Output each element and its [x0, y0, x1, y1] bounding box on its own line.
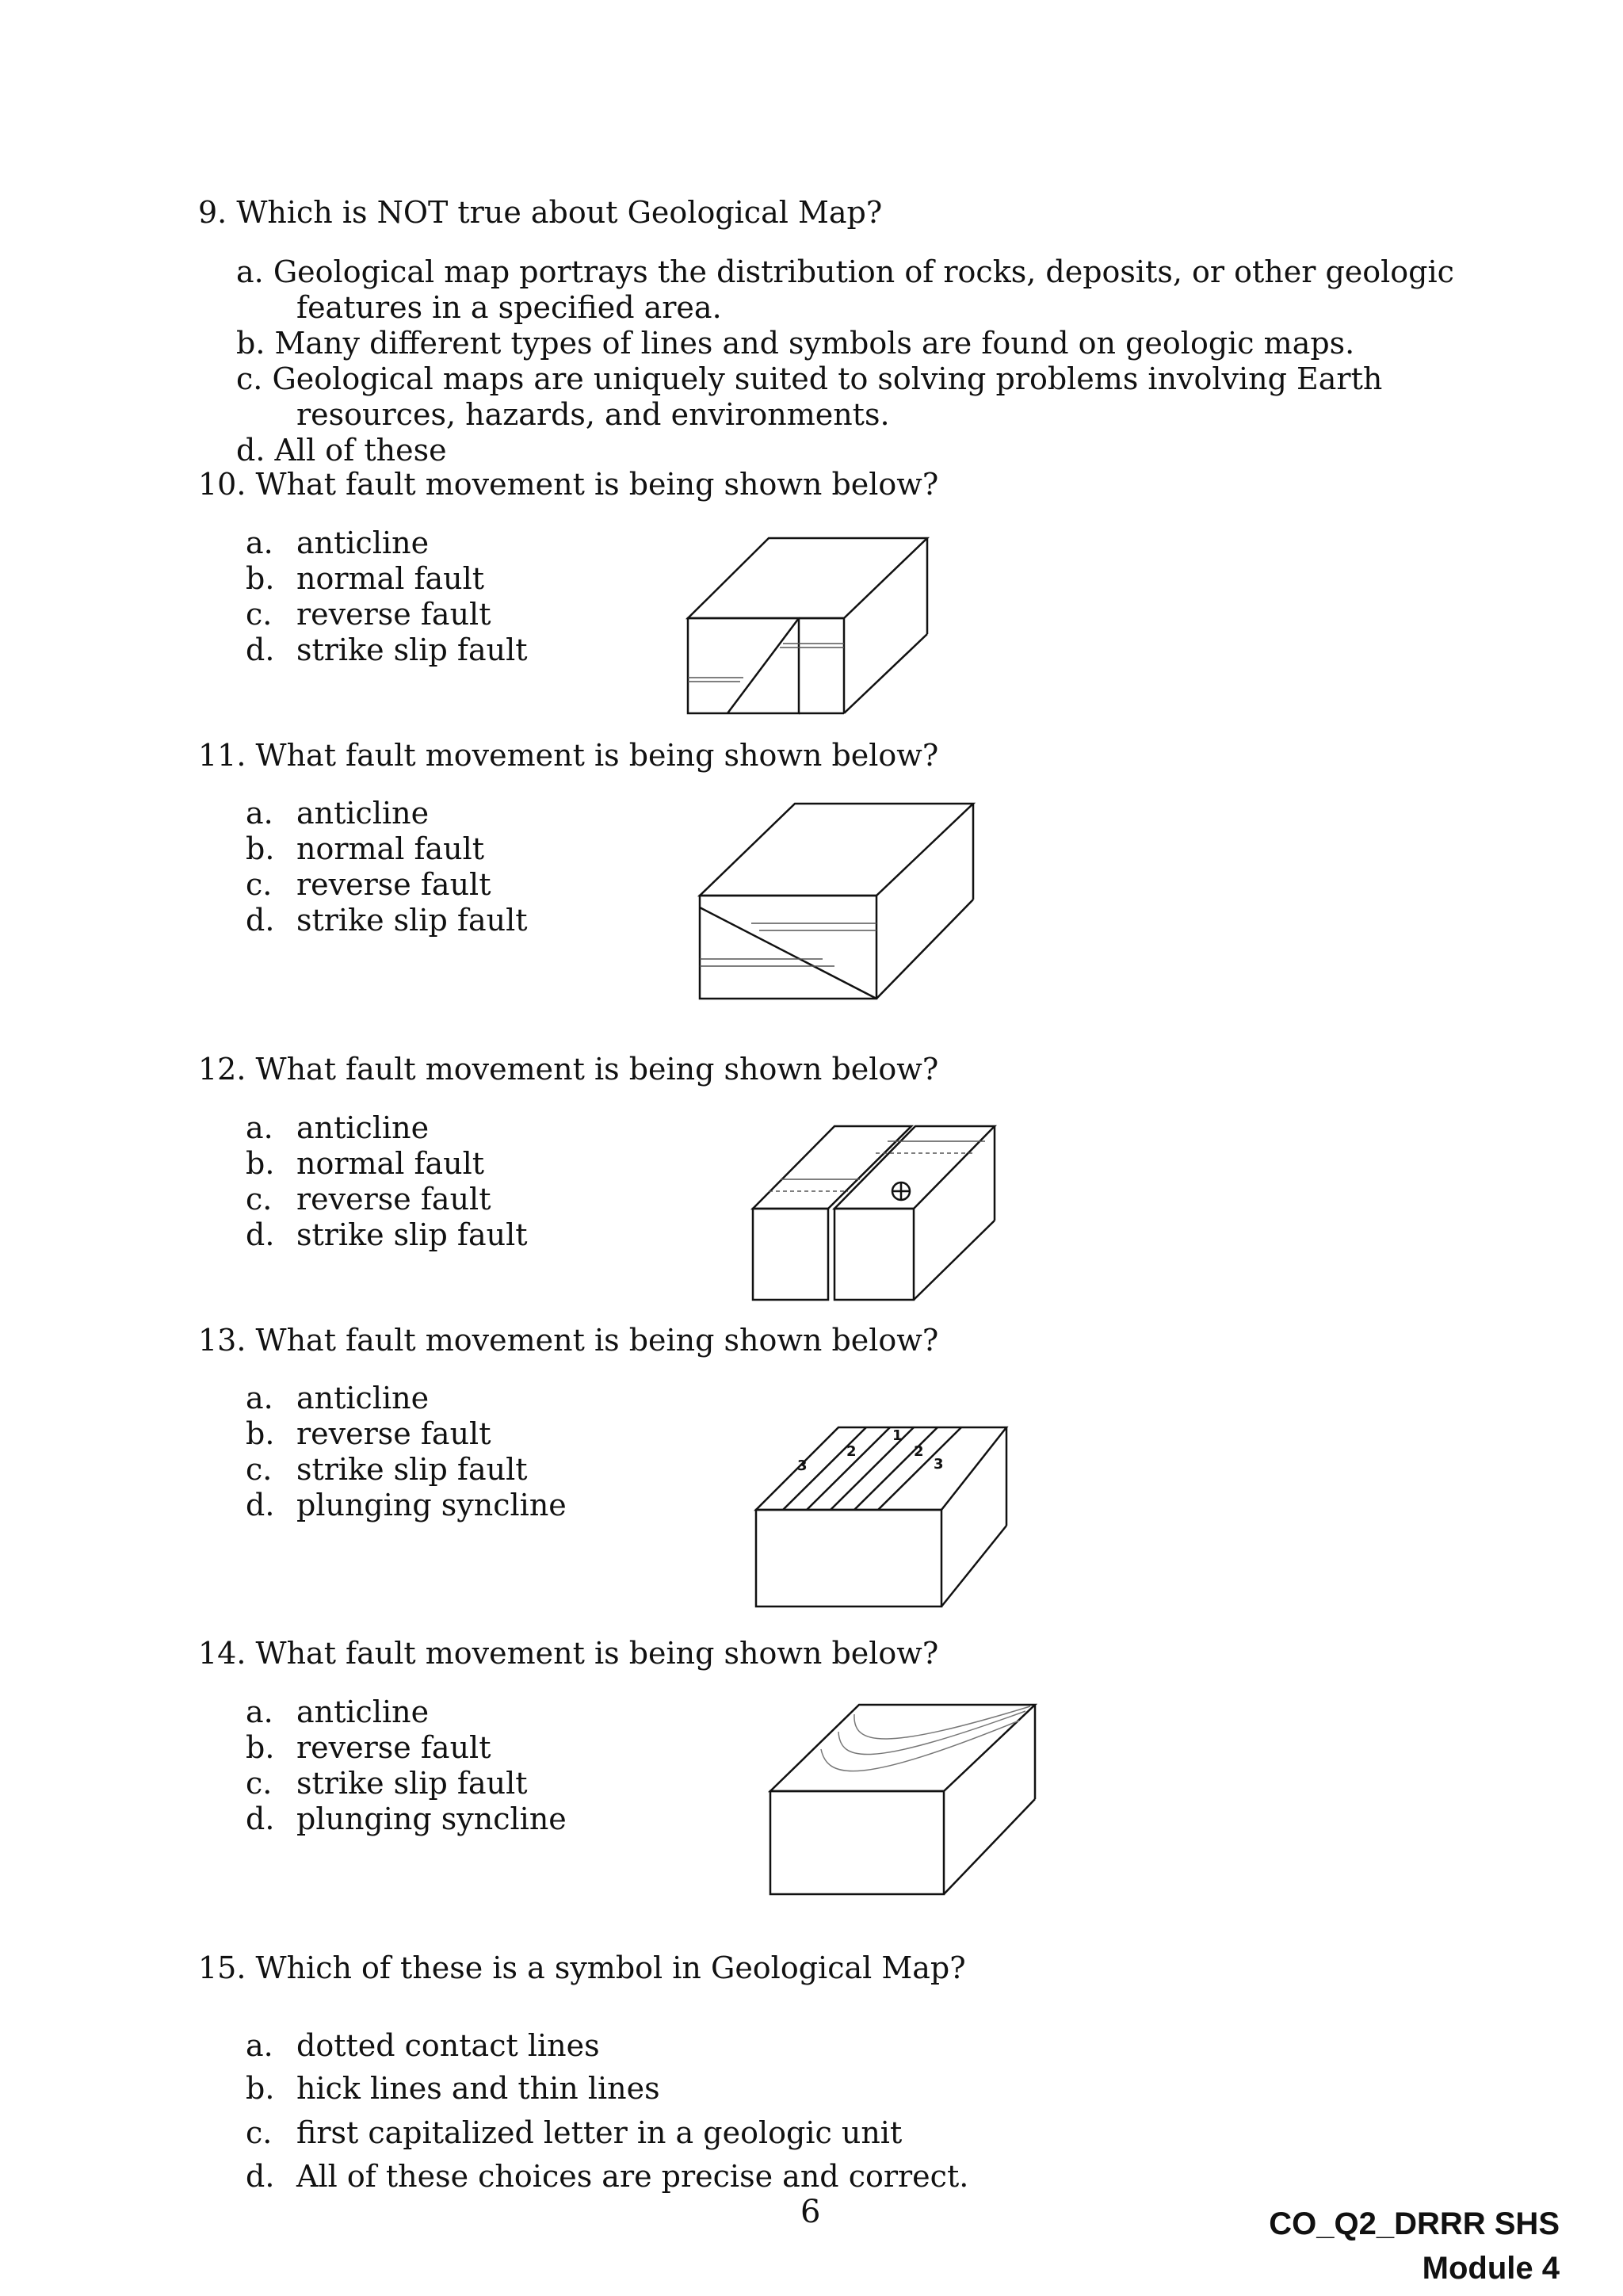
option-letter: a. — [246, 796, 273, 831]
q9-option-c: c. Geological maps are uniquely suited to solving problems involving Earth — [236, 361, 1383, 396]
option-letter: c. — [246, 1452, 273, 1487]
option-text: strike slip fault — [296, 632, 528, 667]
option-text: anticline — [296, 1110, 430, 1145]
bed-label: 2 — [914, 1443, 924, 1460]
q11-fault-block-figure — [696, 800, 981, 1007]
option-text: All of these choices are precise and correct. — [296, 2159, 969, 2194]
option-letter: b. — [246, 561, 275, 596]
option-letter: c. — [246, 1182, 273, 1217]
option-text: reverse fault — [296, 1416, 491, 1451]
q9-option-a: a. Geological map portrays the distribution of rocks, deposits, or other geologic — [236, 254, 1454, 289]
option-letter: b. — [246, 831, 275, 866]
option-letter: c. — [246, 597, 273, 632]
option-letter: c. — [246, 2115, 273, 2150]
option-text: normal fault — [296, 1146, 485, 1181]
option-letter: b. — [246, 1730, 275, 1765]
question-15: 15. Which of these is a symbol in Geological Map? — [198, 1950, 966, 1985]
option-letter: b. — [246, 1146, 275, 1181]
footer-code: CO_Q2_DRRR SHS — [1269, 2206, 1560, 2241]
option-text: strike slip fault — [296, 1452, 528, 1487]
q9-option-c-cont: resources, hazards, and environments. — [296, 397, 890, 432]
question-11: 11. What fault movement is being shown below? — [198, 738, 939, 773]
option-text: first capitalized letter in a geologic unit — [296, 2115, 903, 2150]
option-text: normal fault — [296, 831, 485, 866]
option-text: reverse fault — [296, 1182, 491, 1217]
option-text: plunging syncline — [296, 1488, 567, 1522]
option-text: strike slip fault — [296, 1217, 528, 1252]
option-letter: d. — [246, 2159, 275, 2194]
q10-fault-block-figure — [682, 535, 935, 721]
q12-strike-slip-figure — [749, 1121, 1002, 1304]
q9-option-b: b. Many different types of lines and symbols are found on geologic maps. — [236, 326, 1355, 361]
q9-option-d: d. All of these — [236, 433, 447, 468]
option-letter: a. — [246, 1381, 273, 1415]
bed-label: 3 — [934, 1456, 944, 1473]
option-text: anticline — [296, 1381, 430, 1415]
bed-label: 3 — [797, 1457, 808, 1474]
option-letter: c. — [246, 867, 273, 902]
question-12: 12. What fault movement is being shown below? — [198, 1052, 939, 1087]
option-text: reverse fault — [296, 1730, 491, 1765]
option-letter: a. — [246, 2028, 273, 2063]
option-text: plunging syncline — [296, 1801, 567, 1836]
option-text: strike slip fault — [296, 1766, 528, 1801]
option-letter: d. — [246, 1801, 275, 1836]
option-text: reverse fault — [296, 597, 491, 632]
option-text: anticline — [296, 796, 430, 831]
option-letter: d. — [246, 632, 275, 667]
option-letter: a. — [246, 1694, 273, 1729]
option-text: reverse fault — [296, 867, 491, 902]
page-number: 6 — [800, 2194, 821, 2230]
question-10: 10. What fault movement is being shown below? — [198, 467, 939, 502]
option-letter: d. — [246, 903, 275, 938]
option-text: normal fault — [296, 561, 485, 596]
option-text: anticline — [296, 525, 430, 560]
option-text: strike slip fault — [296, 903, 528, 938]
bed-label: 1 — [892, 1427, 903, 1444]
option-letter: c. — [246, 1766, 273, 1801]
bed-label: 2 — [846, 1443, 857, 1460]
q9-option-a-cont: features in a specified area. — [296, 290, 722, 325]
option-letter: a. — [246, 525, 273, 560]
option-letter: d. — [246, 1217, 275, 1252]
option-text: hick lines and thin lines — [296, 2071, 660, 2106]
option-letter: d. — [246, 1488, 275, 1522]
q13-anticline-figure — [751, 1423, 1013, 1613]
question-14: 14. What fault movement is being shown below? — [198, 1636, 939, 1671]
question-13: 13. What fault movement is being shown below? — [198, 1323, 939, 1358]
q14-plunging-syncline-figure — [766, 1700, 1041, 1898]
option-text: anticline — [296, 1694, 430, 1729]
option-letter: b. — [246, 1416, 275, 1451]
question-9: 9. Which is NOT true about Geological Map? — [198, 195, 883, 230]
footer-module: Module 4 — [1422, 2251, 1560, 2286]
option-text: dotted contact lines — [296, 2028, 600, 2063]
option-letter: a. — [246, 1110, 273, 1145]
option-letter: b. — [246, 2071, 275, 2106]
